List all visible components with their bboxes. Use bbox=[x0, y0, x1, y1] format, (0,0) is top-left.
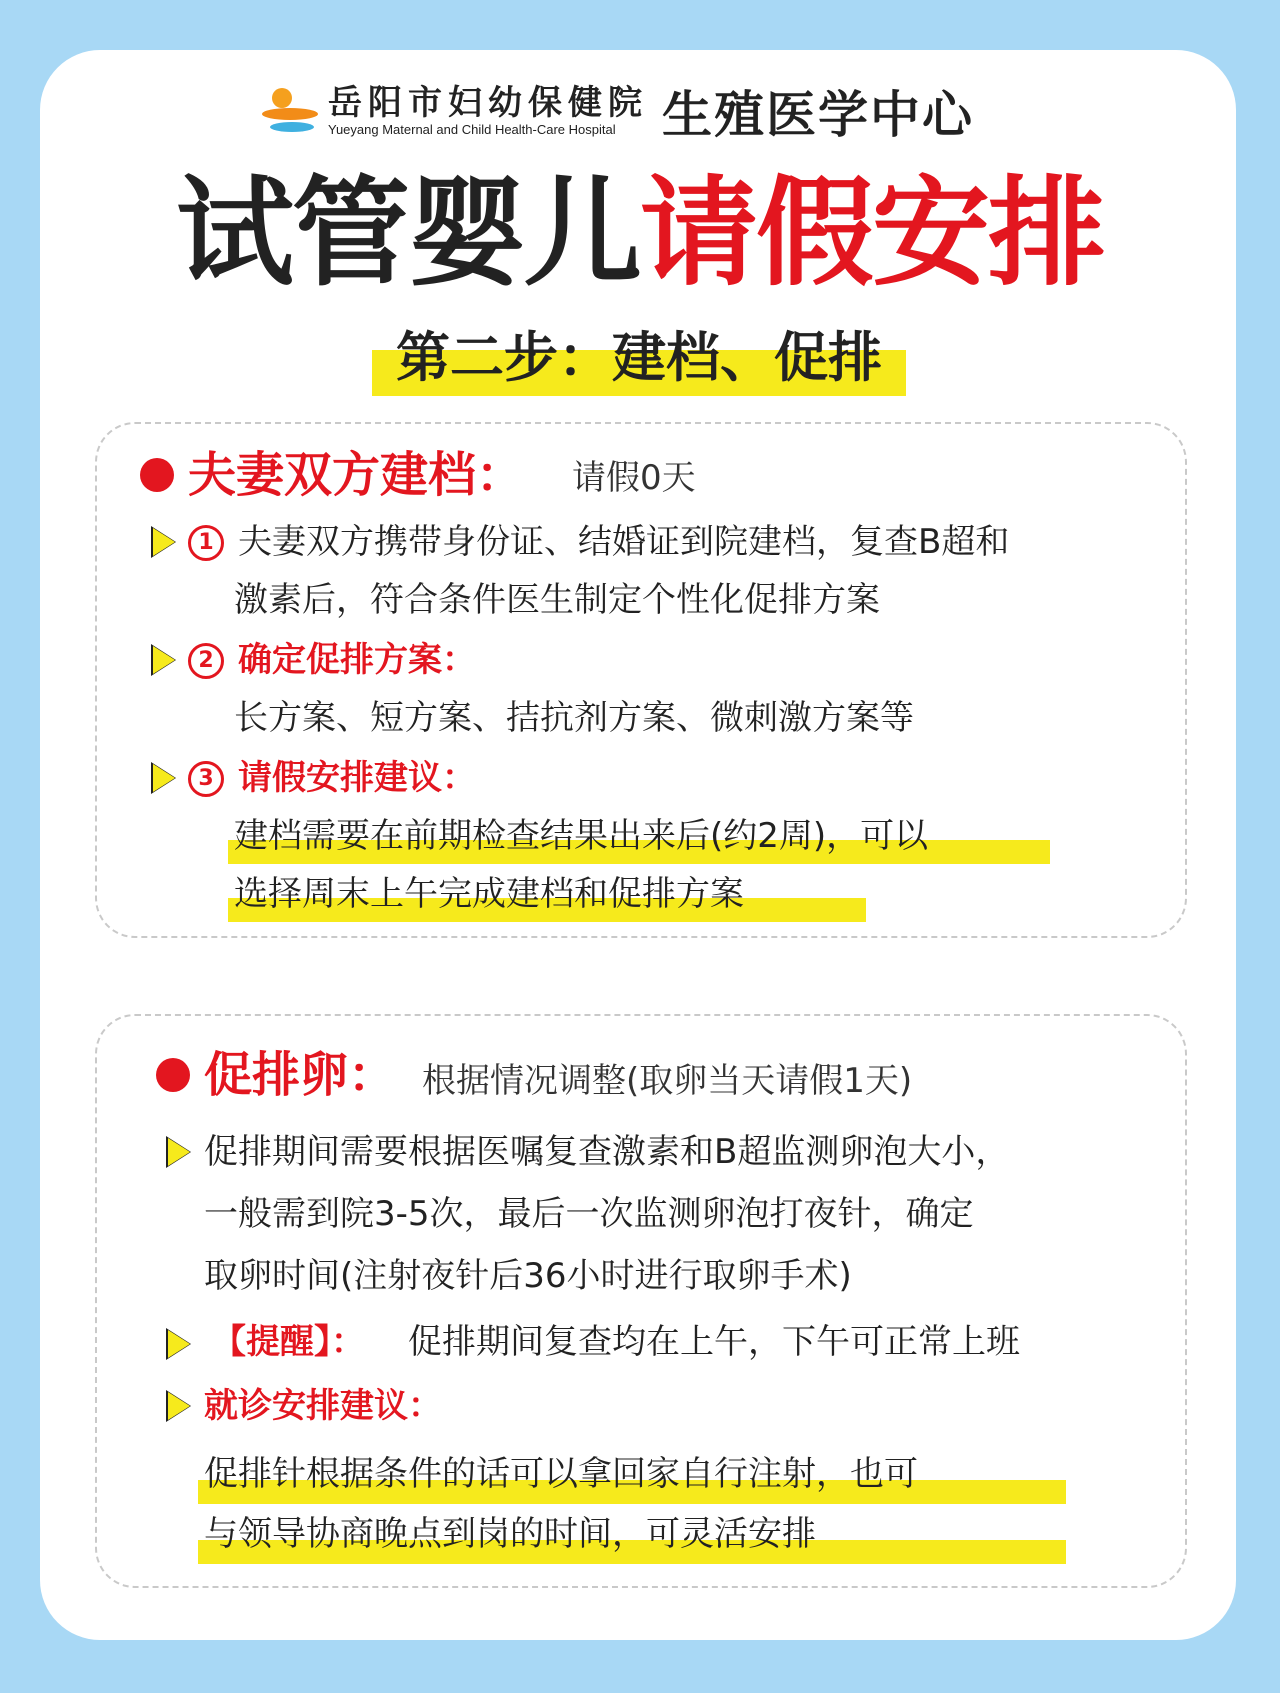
page-title bbox=[0, 164, 1280, 302]
bullet-dot-icon bbox=[140, 458, 174, 492]
hospital-name-cn: 岳阳市妇幼保健院 bbox=[328, 83, 648, 123]
advice-line2: 与领导协商晚点到岗的时间，可灵活安排 bbox=[204, 1514, 816, 1554]
triangle-bullet-fill bbox=[153, 646, 175, 674]
circled-number-icon: 3 bbox=[188, 761, 224, 797]
step-banner bbox=[372, 318, 906, 398]
section-ovulation-title: 促排卵： bbox=[204, 1047, 397, 1103]
item3-line1: 建档需要在前期检查结果出来后(约2周)，可以 bbox=[234, 816, 929, 856]
hospital-header bbox=[262, 76, 974, 146]
center-name: 生殖医学中心 bbox=[662, 86, 974, 144]
title-dark: 试管婴儿 bbox=[175, 164, 640, 302]
advice-line1: 促排针根据条件的话可以拿回家自行注射，也可 bbox=[204, 1454, 918, 1494]
triangle-bullet-fill bbox=[168, 1330, 190, 1358]
advice-heading: 就诊安排建议： bbox=[204, 1386, 442, 1426]
section-filing-leave: 请假0天 bbox=[572, 458, 696, 498]
para-line3: 取卵时间(注射夜针后36小时进行取卵手术) bbox=[204, 1256, 852, 1296]
item1-line1: 夫妻双方携带身份证、结婚证到院建档，复查B超和 bbox=[238, 522, 1010, 562]
section-ovulation-leave: 根据情况调整(取卵当天请假1天) bbox=[422, 1061, 913, 1101]
circled-number-icon: 2 bbox=[188, 643, 224, 679]
para-line1: 促排期间需要根据医嘱复查激素和B超监测卵泡大小， bbox=[204, 1132, 1010, 1172]
section-filing-title: 夫妻双方建档： bbox=[188, 447, 525, 503]
triangle-bullet-fill bbox=[168, 1138, 190, 1166]
step-label: 第二步：建档、促排 bbox=[396, 326, 882, 389]
bullet-dot-icon bbox=[156, 1058, 190, 1092]
item2-heading: 确定促排方案： bbox=[238, 640, 476, 680]
triangle-bullet-fill bbox=[153, 764, 175, 792]
item3-line2: 选择周末上午完成建档和促排方案 bbox=[234, 874, 744, 914]
item2-line1: 长方案、短方案、拮抗剂方案、微刺激方案等 bbox=[234, 698, 914, 738]
hospital-logo-icon bbox=[262, 82, 320, 140]
triangle-bullet-fill bbox=[153, 528, 175, 556]
reminder-text: 促排期间复查均在上午，下午可正常上班 bbox=[408, 1322, 1020, 1362]
item1-line2: 激素后，符合条件医生制定个性化促排方案 bbox=[234, 580, 880, 620]
triangle-bullet-fill bbox=[168, 1392, 190, 1420]
title-red: 请假安排 bbox=[640, 164, 1105, 302]
hospital-name-en: Yueyang Maternal and Child Health-Care Hospital bbox=[328, 122, 616, 137]
reminder-label: 【提醒】： bbox=[212, 1322, 365, 1362]
item3-heading: 请假安排建议： bbox=[238, 758, 476, 798]
para-line2: 一般需到院3-5次，最后一次监测卵泡打夜针，确定 bbox=[204, 1194, 974, 1234]
circled-number-icon: 1 bbox=[188, 525, 224, 561]
